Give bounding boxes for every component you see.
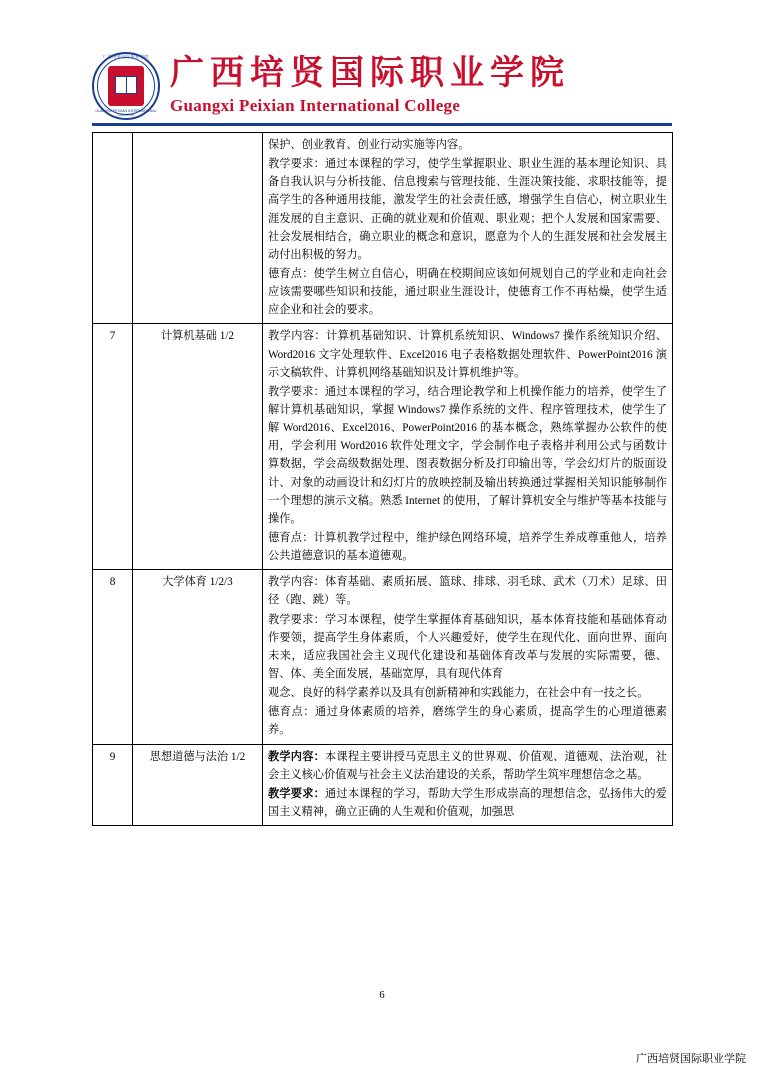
crest-top-text: 广西培贤国际职业学院 — [103, 53, 149, 59]
row-description — [263, 324, 673, 570]
college-name-en: Guangxi Peixian International College — [170, 95, 461, 115]
table-row — [93, 324, 673, 570]
desc-paragraph: 教学要求：通过本课程的学习，使学生掌握职业、职业生涯的基本理论知识、具备自我认识与分析技能、信息搜索与管理技能、生涯决策技能、求职技能等，提高学生的各种通用技能，激发学生的社会责任感，增强学生自信心，树立职业生涯发展的自主意识、正确的就业观和价值观、职业观；把个人发展和国家需要、社会发展相结合，确立职业的概念和意识，愿意为个人的生涯发展和社会发展主动付出积极的努力。 — [268, 158, 667, 261]
page-number: 6 — [379, 990, 385, 1001]
row-course-name: 计算机基础 1/2 — [133, 324, 263, 570]
desc-paragraph: 德育点：使学生树立自信心，明确在校期间应该如何规划自己的学业和走向社会应该需要哪些知识和技能，通过职业生涯设计，使德育工作不再枯燥，使学生适应企业和社会的要求。 — [268, 267, 667, 317]
college-crest-icon — [92, 52, 160, 120]
desc-paragraph: 保护、创业教育、创业行动实施等内容。 — [268, 139, 470, 151]
desc-paragraph: 教学要求：通过本课程的学习，结合理论教学和上机操作能力的培养，使学生了解计算机基础知识，掌握 Windows7 操作系统的文件、程序管理技术，使学生了解 Word2016、Excel2016、PowerPoint2016 的基本概念，熟练掌握办公软件的使用，学会利用 Word2016 软件处理文字，学会制作电子表格并利用公式与函数计算数据，学会高级数据处理、图表数据分析及打印输出等，学会幻灯片的版面设计、对象的动画设计和幻灯片的放映控制及输出转换通过掌握相关知识能够制作一个理想的演示文稿。熟悉 Internet 的使用，了解计算机安全与维护等基本技能与操作。 — [268, 385, 667, 525]
row-course-name — [133, 133, 263, 324]
table-row — [93, 133, 673, 324]
desc-paragraph: 观念、良好的科学素养以及具有创新精神和实践能力，在社会中有一技之长。 — [268, 687, 649, 700]
row-course-name: 大学体育 1/2/3 — [133, 570, 263, 744]
desc-paragraph: 德育点：通过身体素质的培养，磨练学生的身心素质，提高学生的心理道德素养。 — [268, 706, 667, 737]
desc-paragraph: 教学要求：学习本课程，使学生掌握体育基础知识，基本体育技能和基础体育动作要领，提高学生身体素质，个人兴趣爱好，使学生在现代化、面向世界、面向未来，适应我国社会主义现代化建设和基础体育改革与发展的实际需要，德、智、体、美全面发展，基础宽厚，具有现代体育 — [268, 613, 667, 680]
table-row — [93, 744, 673, 826]
row-description — [263, 744, 673, 826]
row-description — [263, 570, 673, 744]
header-titles — [166, 55, 672, 115]
desc-paragraph-bold-lead: 教学内容：本课程主要讲授马克思主义的世界观、价值观、道德观、法治观，社会主义核心价值观与社会主义法治建设的关系，帮助学生筑牢理想信念之基。 — [268, 750, 667, 781]
row-number: 7 — [93, 324, 133, 570]
footer-organization: 广西培贤国际职业学院 — [636, 1053, 746, 1065]
desc-paragraph: 德育点：计算机教学过程中，维护绿色网络环境，培养学生养成尊重他人，培养公共道德意识的基本道德观。 — [268, 531, 667, 563]
course-table — [92, 132, 673, 826]
row-description — [263, 133, 673, 324]
desc-paragraph-bold-lead: 教学要求：通过本课程的学习，帮助大学生形成崇高的理想信念，弘扬伟大的爱国主义精神，确立正确的人生观和价值观，加强思 — [268, 787, 667, 818]
desc-paragraph: 教学内容：计算机基础知识、计算机系统知识、Windows7 操作系统知识介绍、Word2016 文字处理软件、Excel2016 电子表格数据处理软件、PowerPoint2016 演示文稿软件、计算机网络基础知识及计算机维护等。 — [268, 330, 667, 379]
desc-paragraph: 教学内容：体育基础、素质拓展、篮球、排球、羽毛球、武术（刀术）足球、田径（跑、跳）等。 — [268, 576, 667, 607]
row-course-name: 思想道德与法治 1/2 — [133, 744, 263, 826]
row-number — [93, 133, 133, 324]
crest-bottom-text: GUANGXI PEIXIAN INTERNATIONAL COLLEGE — [95, 108, 157, 117]
table-row — [93, 570, 673, 744]
document-header — [92, 48, 672, 126]
college-name-cn: 广西培贤国际职业学院 — [170, 55, 570, 93]
row-number: 9 — [93, 744, 133, 826]
row-number: 8 — [93, 570, 133, 744]
